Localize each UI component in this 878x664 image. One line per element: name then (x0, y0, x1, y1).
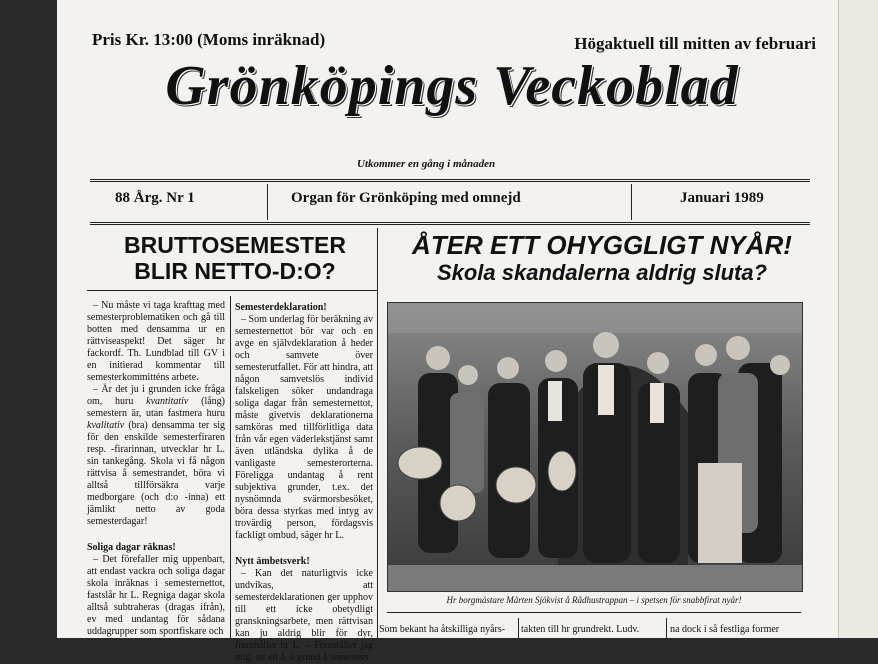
banner-divider (631, 184, 632, 220)
issue-banner (90, 179, 810, 225)
headline-line: ÅTER ETT OHYGGLIGT NYÅR! (412, 230, 792, 260)
column-rule (387, 612, 801, 613)
photo-caption: Hr borgmästare Mårten Sjökvist å Rådhustrappan – i spetsen för snabbfirat nyår! (446, 595, 742, 605)
paragraph: – Är det ju i grunden icke fråga om, huru kvantitativ (lång) semestern är, utan fastmera huru kvalitativ (bra) densamma ter sig för den enskilde semesterfiraren resp. -firarinnan, utvecklar hr L. sin tankegång. Skola vi få någon rättvisa å semestrandet, böra vi alltså tillförsäkra varje medborgare (och d:o -inna) ett jämlikt netto av goda semesterdagar! (87, 384, 226, 527)
headline-line: BLIR NETTO-D:O? (134, 258, 336, 284)
subheading: Semesterdeklaration! (235, 302, 327, 313)
next-page-edge (838, 0, 878, 638)
headline-line: BRUTTOSEMESTER (124, 232, 346, 258)
newspaper-page (57, 0, 844, 663)
paragraph: – Kan det naturligtvis icke undvikas, att semesterdeklarationen ger upphov till ett icke obetydligt granskningsarbete, men rättvisan kan ju aldrig blir för dyr, framhåller hr L. – Föreställer jag mig, att ett å, å grund å semesters (235, 568, 373, 663)
price-label: Pris Kr. 13:00 (Moms inräknad) (92, 30, 326, 49)
paragraph: – Nu måste vi taga krafttag med semesterproblematiken och gå till botten med densamma ur en rättviseaspekt! Det säger hr fackordf. Th. Lundblad till GV i en initierad kommentar till semesterkommitténs arbete. (87, 300, 225, 383)
column-rule (377, 228, 378, 638)
article-right-headline (387, 232, 817, 286)
article-column-1 (87, 300, 225, 638)
masthead: Grönköpings Veckoblad (165, 55, 739, 117)
bottom-text: takten till hr grundrekt. Ludv. (521, 624, 640, 635)
tagline: Högaktuell till mitten av februari (574, 34, 816, 53)
group-photo (387, 302, 803, 592)
column-rule (518, 618, 519, 638)
bottom-text: na dock i så festliga former (670, 624, 780, 635)
paragraph: – Det förefaller mig uppenbart, att endast vackra och soliga dagar skola inräknas i semesternettot, fastslår hr L. Regniga dagar skola alltså subtraheras (dragas ifrån), ev med undantag för sådana uddagrupper som sportfiskare och (87, 554, 225, 637)
article-column-2 (235, 300, 373, 664)
article-left-headline (90, 232, 380, 284)
issue-number: 88 Årg. Nr 1 (115, 190, 195, 206)
column-rule (666, 618, 667, 638)
organ-line: Organ för Grönköping med omnejd (291, 190, 521, 206)
banner-divider (267, 184, 268, 220)
paragraph: – Som underlag för beräkning av semesternettot bör var och en avge en självdeklaration å heder och samvete över semesterutfallet. För att hindra, att någon samvetslös individ falskeligen söker undandraga soliga dagar från semesternettot, måste givetvis deklarationerna samköras med tillförlitliga data från vår egen väderlekstjänst samt även utländska dylika å de vanligaste semesterorterna. Föreliggа undantag å rent subjektiva grunder, t.ex. det nysnömnda svärmorsbesöket, böra dessa styrkas med intyg av trovärdig person, fördagsvis fackligt ombud, säger hr L. (235, 314, 373, 541)
photo-illustration (388, 303, 802, 591)
column-rule (87, 290, 377, 291)
column-rule (230, 296, 231, 638)
subheading: Soliga dagar räknas! (87, 542, 176, 553)
masthead-subtitle: Utkommer en gång i månaden (357, 158, 496, 170)
subheading: Nytt ämbetsverk! (235, 556, 310, 567)
issue-date: Januari 1989 (680, 190, 764, 206)
headline-line: Skola skandalerna aldrig sluta? (436, 260, 768, 285)
bottom-text: Som bekant ha åtskilliga nyårs- (379, 624, 506, 635)
